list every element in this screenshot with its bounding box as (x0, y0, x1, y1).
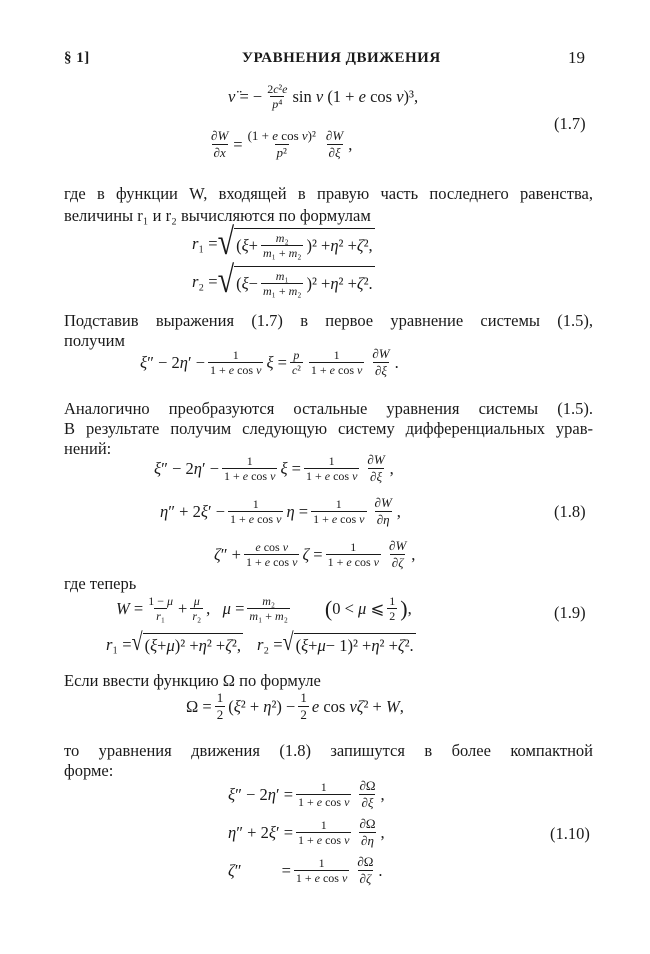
equation-1-8a: ξ″ − 2η′ − $\frac{1}{\text{1 + e cos ν}}$ ξ = $\frac{1}{\text{1 + e cos ν}}$ $\frac{\partial W}{\partial\xi}$ , (154, 452, 394, 484)
paragraph-6-line-2: форме: (64, 761, 114, 780)
equation-1-8b: η″ + 2ξ′ − $\frac{1}{\text{1 + e cos ν}}$ η = $\frac{1}{\text{1 + e cos ν}}$ $\frac{\partial W}{\partial\eta}$ , (160, 495, 401, 527)
equation-1-8c: ζ″ + $\frac{\text{e cos ν}}{\text{1 + e cos ν}}$ ζ = $\frac{1}{\text{1 + e cos ν}}$ $\frac{\partial W}{\partial\zeta}$ , (214, 538, 416, 570)
paragraph-4: где теперь (64, 574, 137, 593)
equation-1-7b: $\frac{\partial W}{\partial x}$ = $\frac{\text{(1 + e cos ν)²}}{\text{p²}}$ $\frac{\partial W}{\partial\xi}$ , (211, 128, 353, 160)
equation-label-1-9: (1.9) (554, 603, 586, 622)
equation-1-10c: ζ″ = $\frac{1}{\text{1 + e cos ν}}$ $\frac{\partial\Omega}{\partial\zeta}$ . (228, 854, 383, 886)
paragraph-3-line-2: В результате получим следующую систему дифференциальных урав- (64, 419, 593, 438)
paragraph-1-line-2: величины r₁ и r₂ вычисляются по формулам (64, 206, 371, 225)
equation-r2: r₂ = √ ( ξ − $\frac{\text{m₁}}{\text{m₁ + m₂}}$ )² + η ² + ζ ². (192, 259, 373, 301)
equation-1-10a: ξ″ − 2η′ = $\frac{1}{\text{1 + e cos ν}}$ $\frac{\partial\Omega}{\partial\xi}$ , (228, 778, 385, 810)
paragraph-3-line-3: нений: (64, 439, 112, 458)
section-mark: § 1] (64, 50, 90, 66)
paragraph-2-line-2: получим (64, 331, 125, 350)
paragraph-2-line-1: Подставив выражения (1.7) в первое уравнение системы (1.5), (64, 311, 593, 330)
equation-1-10b: η″ + 2ξ′ = $\frac{1}{\text{1 + e cos ν}}$ $\frac{\partial\Omega}{\partial\eta}$ , (228, 816, 385, 848)
equation-substitution: ξ″ − 2η′ − $\frac{1}{\text{1 + e cos ν}}$ ξ = $\frac{p}{\text{c²}}$ $\frac{1}{\text{1 + e cos ν}}$ $\frac{\partial W}{\partial\xi}$ . (140, 346, 399, 378)
equation-label-1-7: (1.7) (554, 114, 586, 133)
equation-1-7a: ν̈ = − $\frac{\text{2c²e}}{\text{p⁴}}$ sin ν (1 + e cos ν)³, (228, 82, 419, 111)
equation-label-1-10: (1.10) (550, 824, 590, 843)
paragraph-5: Если ввести функцию Ω по формуле (64, 671, 321, 690)
page-number: 19 (568, 48, 585, 67)
equation-label-1-8: (1.8) (554, 502, 586, 521)
equation-r1: r₁ = √ ( ξ + $\frac{\text{m₂}}{\text{m₁ + m₂}}$ )² + η ² + ζ ², (192, 221, 373, 263)
equation-1-9a: W = $\frac{1 - \mu}{\text{r₁}}$ + $\frac{\mu}{\text{r₂}}$ , μ = $\frac{\text{m₂}}{\text{m₁ + m₂}}$ ( 0 < μ ⩽ $\frac{1}{2}$ ) , (116, 594, 412, 623)
paragraph-3-line-1: Аналогично преобразуются остальные уравнения системы (1.5). (64, 399, 593, 418)
running-title: УРАВНЕНИЯ ДВИЖЕНИЯ (242, 50, 441, 66)
equation-1-9b: r₁ = √ ( ξ + μ )² + η ² + ζ ², r₂ = √ ( ξ + μ − 1)² + η ² + ζ ². (106, 628, 414, 657)
equation-omega: Ω = $\frac{1}{2}$ (ξ² + η²) − $\frac{1}{2}$ e cos νζ² + W, (186, 690, 404, 722)
paragraph-1-line-1: где в функции W, входящей в правую часть последнего равенства, (64, 184, 593, 203)
paragraph-6-line-1: то уравнения движения (1.8) запишутся в более компактной (64, 741, 593, 760)
